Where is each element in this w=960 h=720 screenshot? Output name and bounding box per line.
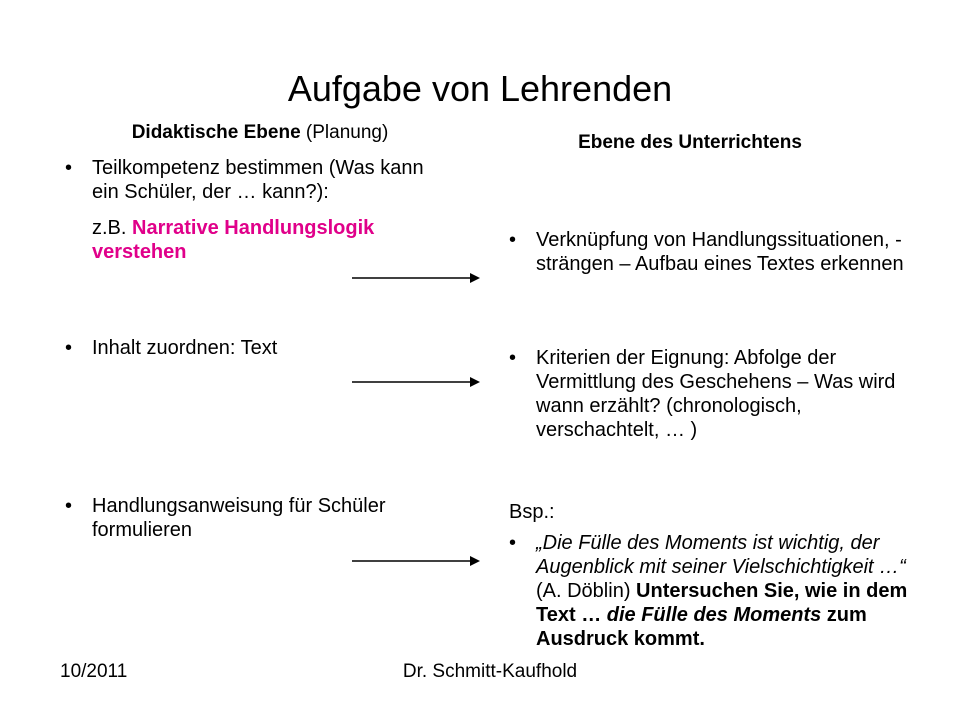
bullet-dot: • — [509, 347, 517, 369]
slide-title: Aufgabe von Lehrenden — [287, 68, 673, 109]
example-task-part-1: Untersuchen Sie, wie in dem Text … — [536, 580, 908, 626]
left-example-highlight: Narrative Handlungslogik verstehen — [92, 217, 375, 263]
arrow-icon — [352, 270, 482, 286]
right-bullet-2-text: Kriterien der Eignung: Abfolge der Vermittlung des Geschehens – Was wird wann erzählt? (chronologisch, verschachtelt, … ) — [536, 347, 896, 441]
example-source: (A. Döblin) — [536, 580, 631, 602]
bullet-dot: • — [509, 229, 517, 251]
example-quote: „Die Fülle des Moments ist wichtig, der Augenblick mit seiner Vielschichtigkeit …“ — [536, 532, 906, 578]
footer-author: Dr. Schmitt-Kaufhold — [402, 661, 578, 682]
left-heading-bold: Didaktische Ebene — [131, 122, 301, 143]
example-task-emphasis: die Fülle des Moments — [606, 604, 822, 626]
arrow-icon — [352, 553, 482, 569]
left-bullet-3 — [65, 494, 462, 542]
left-heading-rest: (Planung) — [300, 122, 389, 143]
right-column-heading: Ebene des Unterrichtens — [578, 132, 802, 153]
left-bullet-1-text: Teilkompetenz bestimmen (Was kann ein Schüler, der … kann?): — [92, 157, 424, 203]
left-example — [92, 216, 452, 264]
left-example-prefix: z.B. — [92, 217, 133, 239]
right-bullet-1 — [509, 228, 908, 276]
bullet-dot: • — [65, 157, 73, 179]
bullet-dot: • — [65, 495, 73, 517]
left-bullet-1 — [65, 156, 452, 204]
left-bullet-2-text: Inhalt zuordnen: Text — [92, 337, 278, 359]
left-bullet-2 — [65, 336, 452, 360]
left-column-heading — [60, 120, 460, 146]
right-bullet-2 — [509, 346, 908, 442]
bullet-dot: • — [65, 337, 73, 359]
example-bullet — [509, 531, 908, 651]
right-bullet-1-text: Verknüpfung von Handlungssituationen, -strängen – Aufbau eines Textes erkennen — [536, 229, 904, 275]
bullet-dot: • — [509, 532, 517, 554]
example-label: Bsp.: — [509, 501, 555, 523]
arrow-icon — [352, 374, 482, 390]
left-bullet-3-text: Handlungsanweisung für Schüler formulieren — [92, 495, 386, 541]
example-task-part-2: zum Ausdruck kommt. — [536, 604, 867, 650]
footer-date: 10/2011 — [60, 661, 128, 682]
